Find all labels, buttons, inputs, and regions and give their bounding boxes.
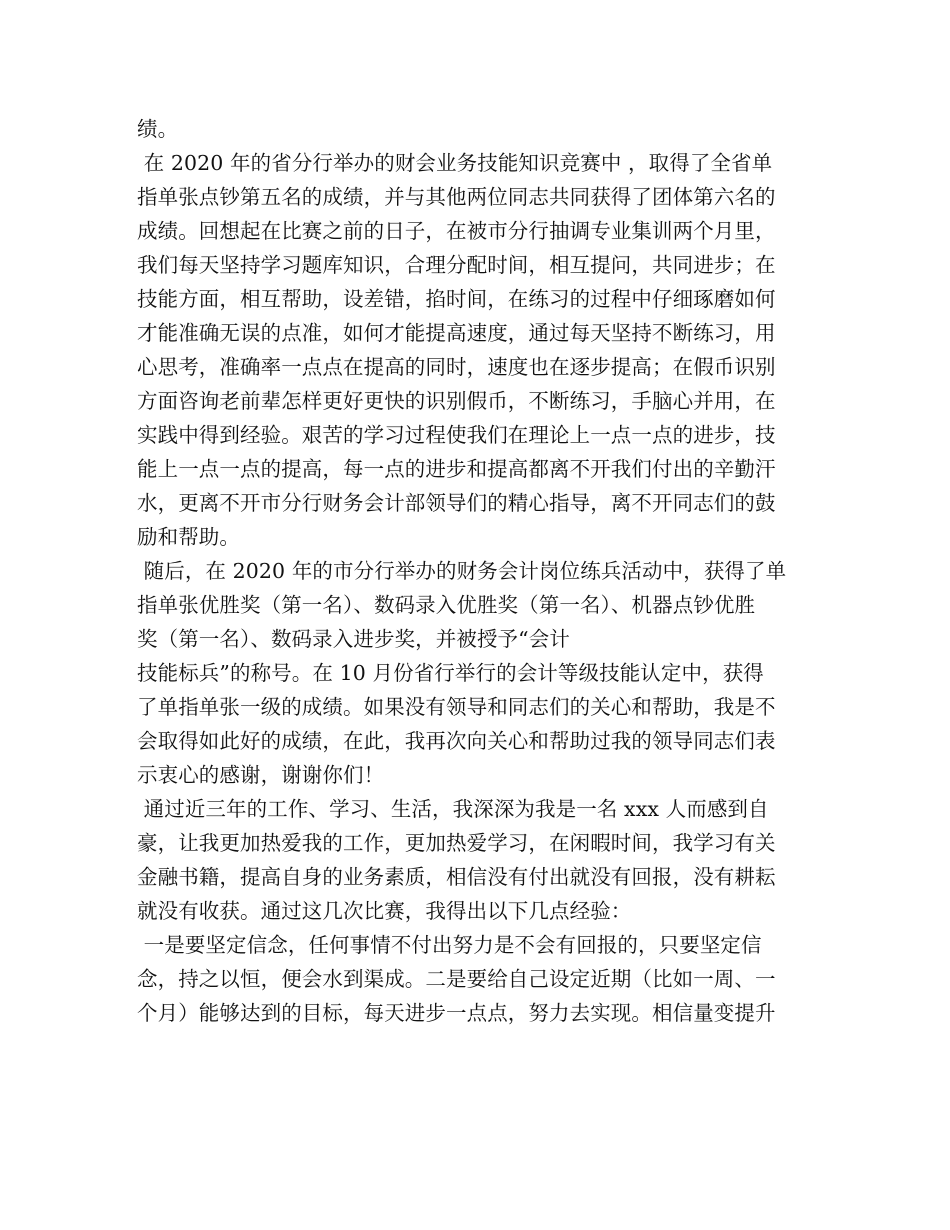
- text-line: 技能方面，相互帮助，设差错，掐时间，在练习的过程中仔细琢磨如何: [137, 287, 776, 311]
- text-line: 一是要坚定信念，任何事情不付出努力是不会有回报的，只要坚定信: [137, 933, 762, 957]
- text-line: 在 2020 年的省分行举办的财会业务技能知识竞赛中 ，取得了全省单: [137, 151, 773, 175]
- text-line: 奖（第一名）、数码录入进步奖，并被授予“会计: [137, 627, 570, 651]
- text-line: 能上一点一点的提高，每一点的进步和提高都离不开我们付出的辛勤汗: [137, 457, 776, 481]
- text-line: 实践中得到经验。艰苦的学习过程使我们在理论上一点一点的进步，技: [137, 423, 776, 447]
- text-line: 成绩。回想起在比赛之前的日子，在被市分行抽调专业集训两个月里，: [137, 219, 776, 243]
- text-line: 励和帮助。: [137, 525, 240, 549]
- text-line: 技能标兵”的称号。在 10 月份省行举行的会计等级技能认定中，获得: [137, 661, 764, 685]
- text-line: 方面咨询老前辈怎样更好更快的识别假币，不断练习，手脑心并用，在: [137, 389, 776, 413]
- text-line: 随后，在 2020 年的市分行举办的财务会计岗位练兵活动中，获得了单: [137, 559, 787, 583]
- text-line: 个月）能够达到的目标，每天进步一点点，努力去实现。相信量变提升: [137, 1001, 776, 1025]
- text-line: 就没有收获。通过这几次比赛，我得出以下几点经验：: [137, 899, 632, 923]
- text-line: 我们每天坚持学习题库知识，合理分配时间，相互提问，共同进步；在: [137, 253, 776, 277]
- text-line: 金融书籍，提高自身的业务素质，相信没有付出就没有回报，没有耕耘: [137, 865, 776, 889]
- text-line: 会取得如此好的成绩，在此，我再次向关心和帮助过我的领导同志们表: [137, 729, 776, 753]
- text-line: 通过近三年的工作、学习、生活，我深深为我是一名 xxx 人而感到自: [137, 797, 769, 821]
- text-line: 指单张点钞第五名的成绩，并与其他两位同志共同获得了团体第六名的: [137, 185, 776, 209]
- text-line: 指单张优胜奖（第一名）、数码录入优胜奖（第一名）、机器点钞优胜: [137, 593, 756, 617]
- text-line: 才能准确无误的点准，如何才能提高速度，通过每天坚持不断练习，用: [137, 321, 776, 345]
- text-line: 水，更离不开市分行财务会计部领导们的精心指导，离不开同志们的鼓: [137, 491, 776, 515]
- text-line: 绩。: [137, 117, 179, 141]
- text-line: 心思考，准确率一点点在提高的同时，速度也在逐步提高；在假币识别: [137, 355, 776, 379]
- text-line: 豪，让我更加热爱我的工作，更加热爱学习，在闲暇时间，我学习有关: [137, 831, 776, 855]
- text-line: 念，持之以恒，便会水到渠成。二是要给自己设定近期（比如一周、一: [137, 967, 776, 991]
- document-body: [137, 112, 817, 1030]
- text-line: 了单指单张一级的成绩。如果没有领导和同志们的关心和帮助，我是不: [137, 695, 776, 719]
- text-line: 示衷心的感谢，谢谢你们！: [137, 763, 385, 787]
